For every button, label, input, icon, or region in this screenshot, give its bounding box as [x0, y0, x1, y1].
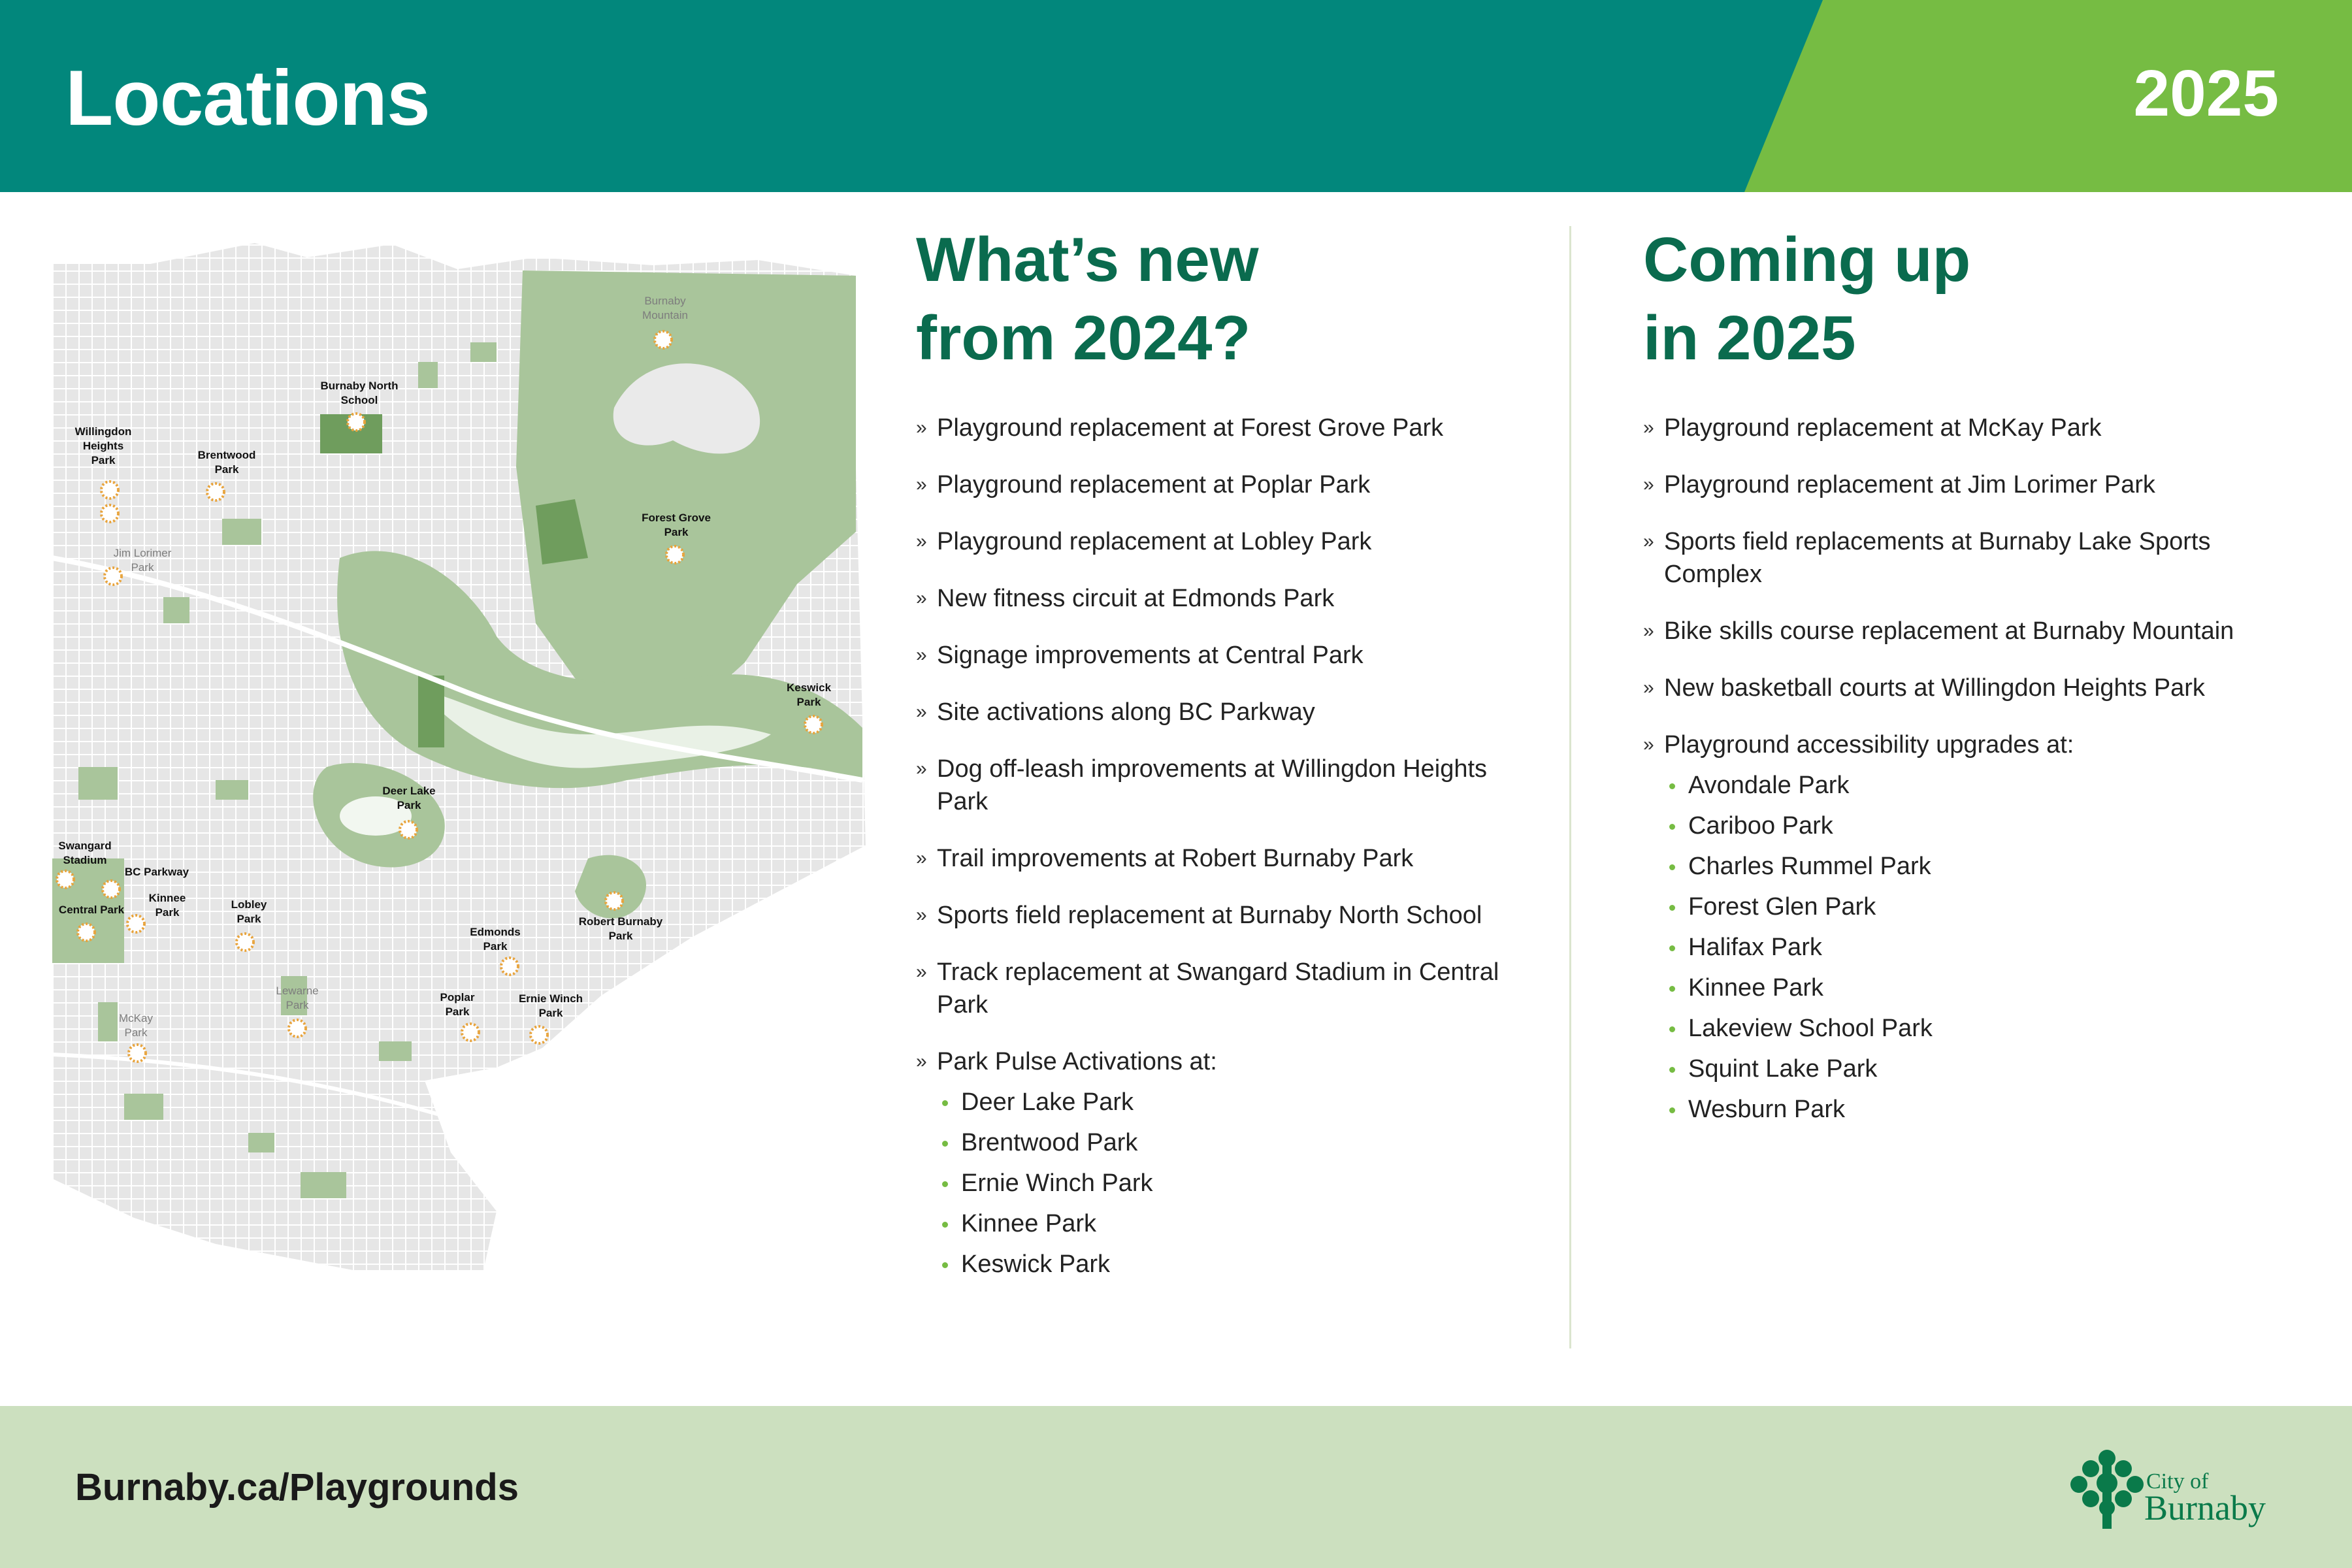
burnaby-parks-map [0, 192, 889, 1406]
marker-willingdon-heights-park [101, 482, 118, 498]
map-label-willingdon-heights-park: Willingdon Heights Park [74, 425, 132, 466]
marker-deer-lake-park [400, 821, 417, 838]
marker-bc-parkway [103, 881, 120, 898]
map-label-forest-grove-park: Forest Grove Park [642, 512, 711, 538]
sub-list-item: Brentwood Park [937, 1126, 1530, 1159]
list-item: » Sports field replacement at Burnaby North School [916, 899, 1530, 932]
sub-list-item: Forest Glen Park [1664, 890, 2251, 923]
marker-forest-grove-park [666, 546, 683, 563]
map-label-ernie-winch-park: Ernie Winch Park [518, 992, 583, 1019]
list-item: » Signage improvements at Central Park [916, 639, 1530, 672]
map-label-edmonds-park: Edmonds Park [470, 926, 521, 953]
whats-new-list [916, 412, 1530, 1305]
list-item: » Playground replacement at Poplar Park [916, 468, 1530, 501]
sub-list-item: Charles Rummel Park [1664, 850, 2251, 883]
whats-new-heading-line2: from 2024? [916, 303, 1251, 373]
sub-list-item: Lakeview School Park [1664, 1012, 2251, 1045]
city-of-burnaby-logo [2065, 1443, 2287, 1541]
map-label-keswick-park: Keswick Park [786, 681, 832, 708]
sub-list-item: Wesburn Park [1664, 1093, 2251, 1126]
coming-up-section [1643, 221, 2251, 1123]
list-item: » Playground replacement at Lobley Park [916, 525, 1530, 558]
sub-list-item: Avondale Park [1664, 769, 2251, 802]
marker-lewarne-park [289, 1020, 306, 1037]
map-label-jim-lorimer-park: Jim Lorimer Park [113, 547, 172, 574]
coming-up-list [1643, 412, 2251, 1150]
coming-up-heading-line1: Coming up [1643, 225, 1971, 295]
coming-up-heading-line2: in 2025 [1643, 303, 1856, 373]
map-label-burnaby-mountain: Burnaby Mountain [642, 295, 688, 321]
map-label-burnaby-north-school: Burnaby North School [320, 380, 399, 406]
list-item: » Trail improvements at Robert Burnaby Park [916, 842, 1530, 875]
list-item: » Dog off-leash improvements at Willingdon Heights Park [916, 753, 1530, 818]
list-item: » New basketball courts at Willingdon Heights Park [1643, 672, 2251, 704]
page-title: Locations [65, 54, 430, 142]
accessibility-item [1643, 728, 2251, 1126]
map-label-brentwood-park: Brentwood Park [197, 449, 256, 476]
map-label-lewarne-park: Lewarne Park [276, 985, 319, 1011]
sub-list-item: Kinnee Park [1664, 972, 2251, 1004]
map-label-robert-burnaby-park: Robert Burnaby Park [578, 915, 663, 942]
marker-kinnee-park [127, 915, 144, 932]
accessibility-list [1664, 769, 2251, 1126]
website-link[interactable]: Burnaby.ca/Playgrounds [75, 1466, 519, 1509]
marker-keswick-park [805, 716, 822, 733]
marker-swangard-stadium [57, 871, 74, 888]
whats-new-section [916, 221, 1530, 1278]
list-item: » Playground replacement at McKay Park [1643, 412, 2251, 444]
column-divider [1569, 226, 1571, 1348]
list-item: » Playground replacement at Jim Lorimer Park [1643, 468, 2251, 501]
marker-burnaby-north-school [348, 414, 365, 431]
marker-robert-burnaby-park [606, 892, 623, 909]
map-label-swangard-stadium: Swangard Stadium [58, 840, 112, 866]
map-label-lobley-park: Lobley Park [231, 898, 267, 925]
marker-burnaby-mountain [655, 331, 672, 348]
list-item: » Sports field replacements at Burnaby Lake Sports Complex [1643, 525, 2251, 591]
map-label-kinnee-park: Kinnee Park [148, 892, 186, 919]
header-year: 2025 [2133, 57, 2279, 130]
list-item: » Bike skills course replacement at Burnaby Mountain [1643, 615, 2251, 647]
whats-new-heading-line1: What’s new [916, 225, 1259, 295]
logo-text-line2: Burnaby [2144, 1488, 2266, 1527]
burnaby-tree-icon [2065, 1443, 2287, 1541]
park-pulse-title: Park Pulse Activations at: [937, 1048, 1217, 1075]
marker-mckay-park [129, 1045, 146, 1062]
accessibility-title: Playground accessibility upgrades at: [1664, 731, 2074, 759]
header-banner [0, 0, 2352, 192]
sub-list-item: Deer Lake Park [937, 1086, 1530, 1119]
marker-willingdon-heights-park-2 [101, 505, 118, 522]
sub-list-item: Keswick Park [937, 1248, 1530, 1281]
park-pulse-item [916, 1045, 1530, 1281]
map-label-bc-parkway: BC Parkway [124, 866, 189, 878]
map-label-deer-lake-park: Deer Lake Park [382, 785, 436, 811]
list-item: » New fitness circuit at Edmonds Park [916, 582, 1530, 615]
marker-poplar-park [462, 1024, 479, 1041]
marker-edmonds-park [501, 958, 518, 975]
whats-new-heading [916, 221, 1530, 378]
sub-list-item: Halifax Park [1664, 931, 2251, 964]
marker-ernie-winch-park [531, 1026, 547, 1043]
list-item: » Site activations along BC Parkway [916, 696, 1530, 728]
park-pulse-list [937, 1086, 1530, 1281]
sub-list-item: Kinnee Park [937, 1207, 1530, 1240]
map-label-central-park: Central Park [58, 904, 125, 916]
list-item: » Playground replacement at Forest Grove Park [916, 412, 1530, 444]
marker-lobley-park [237, 934, 253, 951]
map-label-mckay-park: McKay Park [119, 1012, 153, 1039]
coming-up-heading [1643, 221, 2251, 378]
marker-brentwood-park [207, 483, 224, 500]
sub-list-item: Ernie Winch Park [937, 1167, 1530, 1200]
footer-banner [0, 1406, 2352, 1568]
logo-text-line1: City of [2146, 1469, 2209, 1494]
list-item: » Track replacement at Swangard Stadium in Central Park [916, 956, 1530, 1021]
map-label-poplar-park: Poplar Park [440, 991, 475, 1018]
marker-central-park [78, 924, 95, 941]
map-graphic [0, 192, 889, 1406]
sub-list-item: Squint Lake Park [1664, 1053, 2251, 1085]
sub-list-item: Cariboo Park [1664, 809, 2251, 842]
